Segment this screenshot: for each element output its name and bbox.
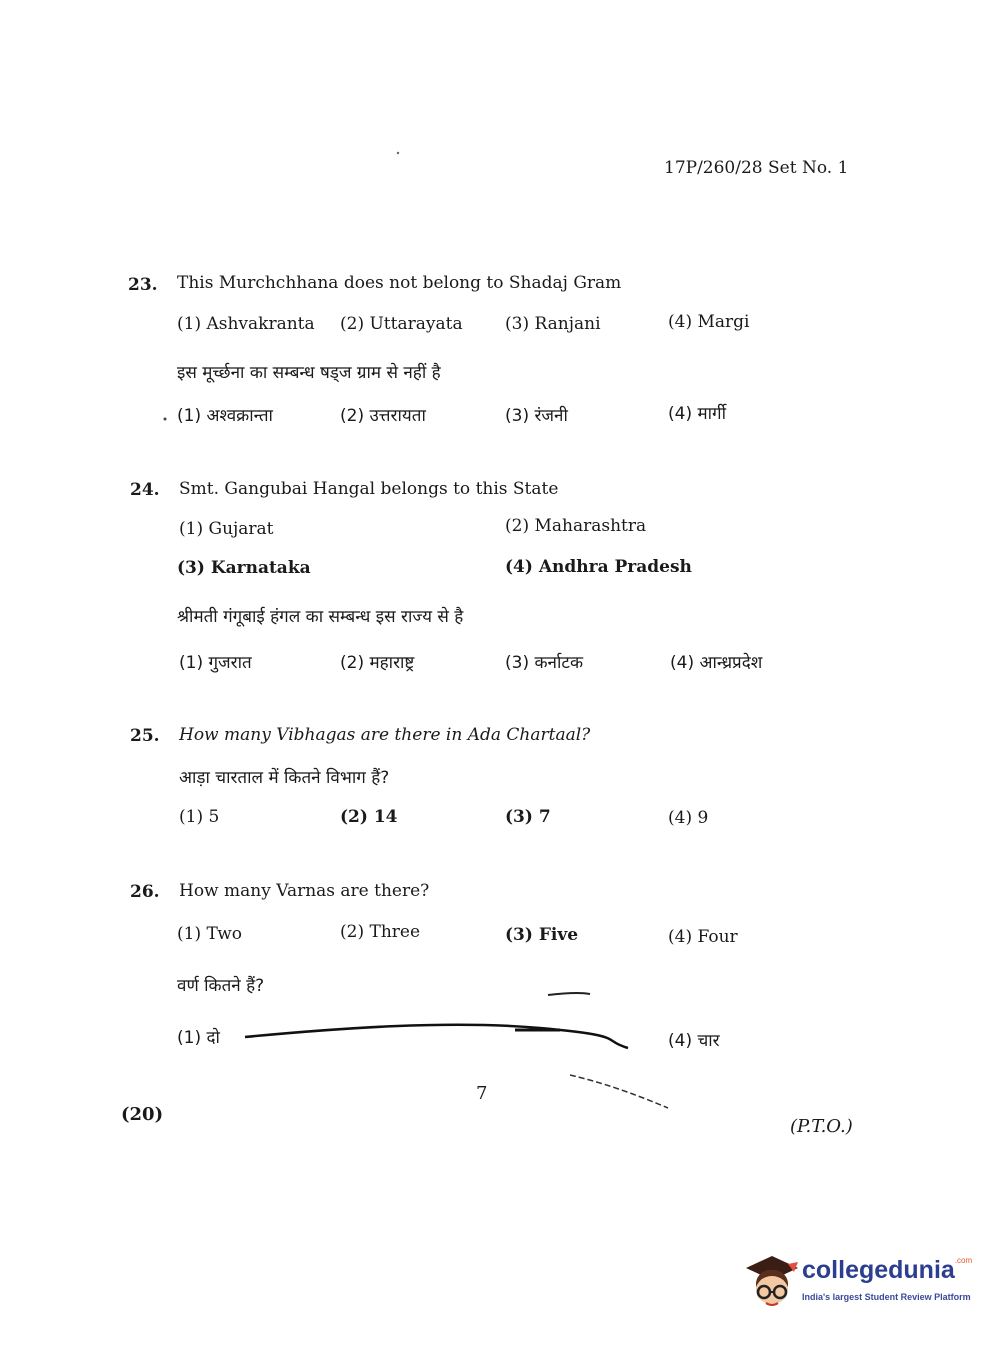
question-25-text-hi: आड़ा चारताल में कितने विभाग हैं? <box>179 768 390 788</box>
question-26-option-4-hi: (4) चार <box>668 1031 720 1051</box>
question-26-option-2-en: (2) Three <box>340 922 421 942</box>
question-23-option-4-en: (4) Margi <box>668 312 750 332</box>
question-23-option-1-hi: (1) अश्वक्रान्ता <box>177 406 273 426</box>
question-25-text-en: How many Vibhagas are there in Ada Chartaal? <box>179 725 591 745</box>
question-23-option-4-hi: (4) मार्गी <box>668 404 727 424</box>
question-24-option-1-en: (1) Gujarat <box>179 519 274 539</box>
question-26-option-3-en: (3) Five <box>505 925 579 945</box>
question-23-option-1-en: (1) Ashvakranta <box>177 314 315 334</box>
question-24-text-en: Smt. Gangubai Hangal belongs to this State <box>179 479 559 499</box>
collegedunia-logo <box>742 1250 972 1320</box>
question-24-option-3-hi: (3) कर्नाटक <box>505 653 584 673</box>
question-24-option-4-hi: (4) आन्ध्रप्रदेश <box>670 653 763 673</box>
question-24-text-hi: श्रीमती गंगूबाई हंगल का सम्बन्ध इस राज्य से है <box>177 607 464 627</box>
question-26-option-1-en: (1) Two <box>177 924 243 944</box>
question-26-text-en: How many Varnas are there? <box>179 881 430 901</box>
question-25-number: 25. <box>130 726 160 746</box>
footer-code: (20) <box>121 1104 164 1125</box>
logo-wordmark: collegedunia$^{.com}$ <box>802 1256 973 1284</box>
question-23-option-3-hi: (3) रंजनी <box>505 406 568 426</box>
logo-tagline: India's largest Student Review Platform <box>802 1292 971 1302</box>
question-24-option-1-hi: (1) गुजरात <box>179 653 252 673</box>
question-23-option-2-hi: (2) उत्तरायता <box>340 406 426 426</box>
paper-code-header: 17P/260/28 Set No. 1 <box>664 158 849 178</box>
question-26-number: 26. <box>130 882 160 902</box>
question-23-option-3-en: (3) Ranjani <box>505 314 601 334</box>
logo-suffix: .com <box>954 1256 973 1265</box>
graduate-mascot-icon <box>742 1250 800 1314</box>
question-26-text-hi: वर्ण कितने हैं? <box>177 976 265 996</box>
question-23-number: 23. <box>128 275 158 295</box>
page-number: 7 <box>476 1083 488 1104</box>
question-24-option-3-en: (3) Karnataka <box>177 558 311 578</box>
question-25-option-3: (3) 7 <box>505 807 551 827</box>
question-23-option-2-en: (2) Uttarayata <box>340 314 463 334</box>
question-24-option-4-en: (4) Andhra Pradesh <box>505 557 692 577</box>
question-26-option-4-en: (4) Four <box>668 927 738 947</box>
question-24-option-2-hi: (2) महाराष्ट्र <box>340 653 415 673</box>
question-23-text-en: This Murchchhana does not belong to Shadaj Gram <box>177 273 622 293</box>
question-23-text-hi: इस मूर्च्छना का सम्बन्ध षड्ज ग्राम से नहीं है <box>177 363 441 383</box>
question-25-option-4: (4) 9 <box>668 808 709 828</box>
question-24-number: 24. <box>130 480 160 500</box>
question-25-option-1: (1) 5 <box>179 807 220 827</box>
question-25-option-2: (2) 14 <box>340 807 398 827</box>
pto-label: (P.T.O.) <box>790 1116 853 1137</box>
question-24-option-2-en: (2) Maharashtra <box>505 516 647 536</box>
question-26-option-1-hi: (1) दो <box>177 1028 220 1048</box>
